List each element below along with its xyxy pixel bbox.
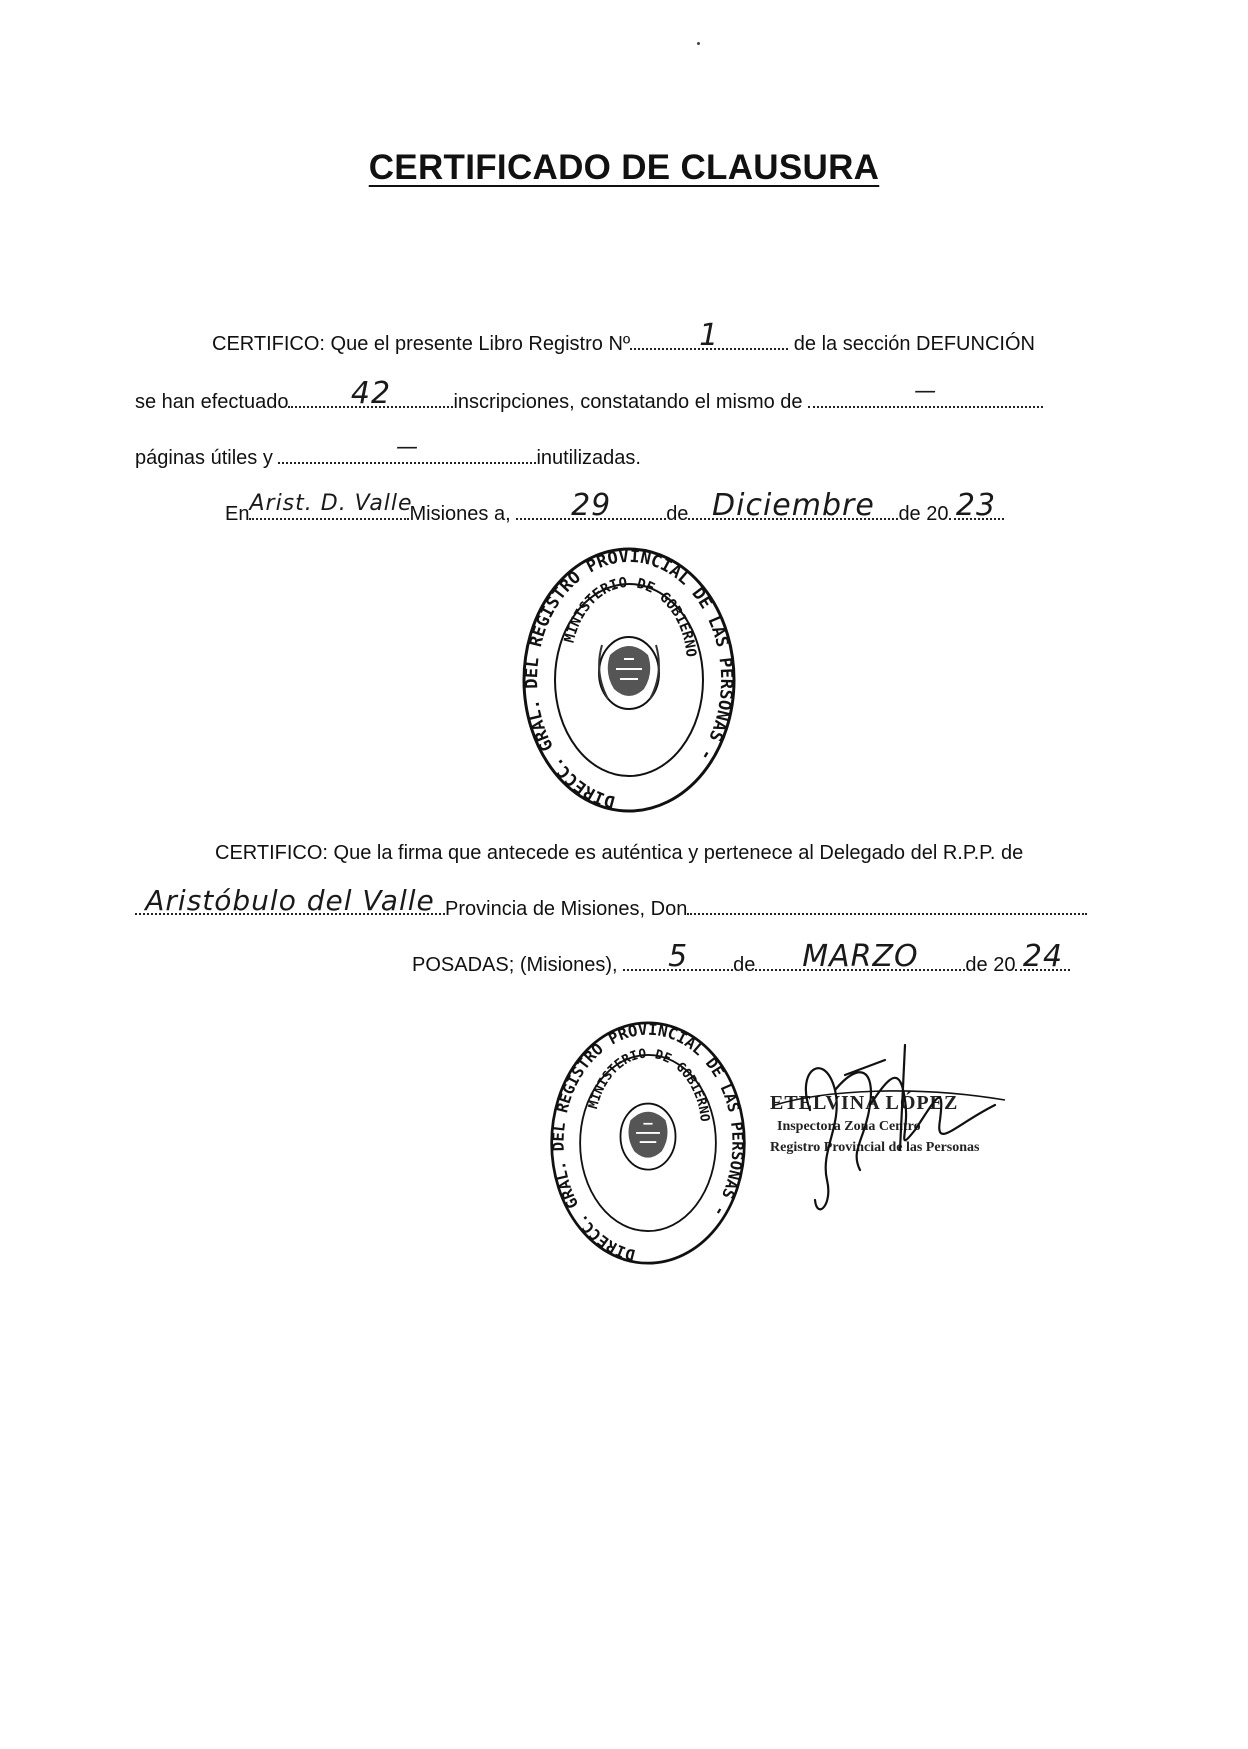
line-certifico-firma [215, 839, 1023, 867]
libro-registro-label: CERTIFICO: Que el presente Libro Registro Nº [212, 333, 631, 355]
firma-autentica-text: CERTIFICO: Que la firma que antecede es auténtica y pertenece al Delegado del R.P.P. de [215, 842, 1024, 864]
line-inscripciones [135, 376, 1043, 416]
line-paginas [135, 435, 641, 472]
svg-text:MINISTERIO DE GOBIERNO: MINISTERIO DE GOBIERNO [586, 1046, 712, 1123]
posadas-label: POSADAS; (Misiones), [412, 954, 618, 976]
day2-handwritten: 5 [668, 939, 689, 974]
svg-text:DIRECC. GRAL. DEL REGISTRO PRO: DIRECC. GRAL. DEL REGISTRO PROVINCIAL DE LAS PERSONAS - [549, 1020, 747, 1264]
year-prefix-label: de 20 [898, 503, 949, 525]
place-handwritten: Arist. D. Valle [249, 491, 413, 516]
signatory-role: Inspectora Zona Centro [777, 1119, 921, 1134]
handwritten-signature [765, 1030, 1015, 1230]
inutilizadas-label: inutilizadas. [536, 447, 641, 469]
provincia-label: Provincia de Misiones, Don [445, 898, 688, 920]
efectuado-label: se han efectuado [135, 391, 289, 413]
de2-label: de [733, 954, 756, 976]
de-label: de [666, 503, 689, 525]
svg-text:DIRECC. GRAL. DEL REGISTRO PRO: DIRECC. GRAL. DEL REGISTRO PROVINCIAL DE LAS PERSONAS - [521, 546, 737, 812]
misiones-label: Misiones a, [409, 503, 511, 525]
line-delegado [135, 884, 1087, 923]
year2-handwritten: 24 [1022, 939, 1064, 974]
coat-of-arms-icon [620, 1104, 675, 1170]
paginas-utiles-handwritten: — [914, 379, 938, 404]
en-label: En [225, 503, 250, 525]
coat-of-arms-icon [599, 637, 659, 709]
inutilizadas-handwritten: — [395, 435, 419, 460]
day-handwritten: 29 [571, 488, 612, 523]
official-seal-1 [520, 545, 738, 815]
line-libro-registro [212, 318, 1035, 358]
line-fecha-2 [412, 939, 1070, 979]
inscripciones-count-handwritten: 42 [350, 376, 392, 411]
svg-text:MINISTERIO DE GOBIERNO: MINISTERIO DE GOBIERNO [561, 574, 699, 658]
signatory-name: ETELVINA LÓPEZ [770, 1092, 959, 1114]
month-handwritten: Diciembre [712, 488, 875, 523]
signatory-office: Registro Provincial de las Personas [770, 1140, 980, 1155]
libro-number-handwritten: 1 [699, 318, 720, 353]
page-title: CERTIFICADO DE CLAUSURA [368, 148, 880, 187]
line-fecha-1 [225, 488, 1004, 528]
official-seal-2 [548, 1012, 748, 1274]
paginas-utiles-label: páginas útiles y [135, 447, 273, 469]
constatando-label: inscripciones, constatando el mismo de [453, 391, 803, 413]
scan-speck [697, 42, 700, 45]
year2-prefix-label: de 20 [965, 954, 1016, 976]
month2-handwritten: MARZO [802, 939, 919, 974]
year-handwritten: 23 [955, 488, 997, 523]
delegado-place-handwritten: Aristóbulo del Valle [145, 884, 435, 917]
seccion-label: de la sección DEFUNCIÓN [793, 333, 1035, 355]
